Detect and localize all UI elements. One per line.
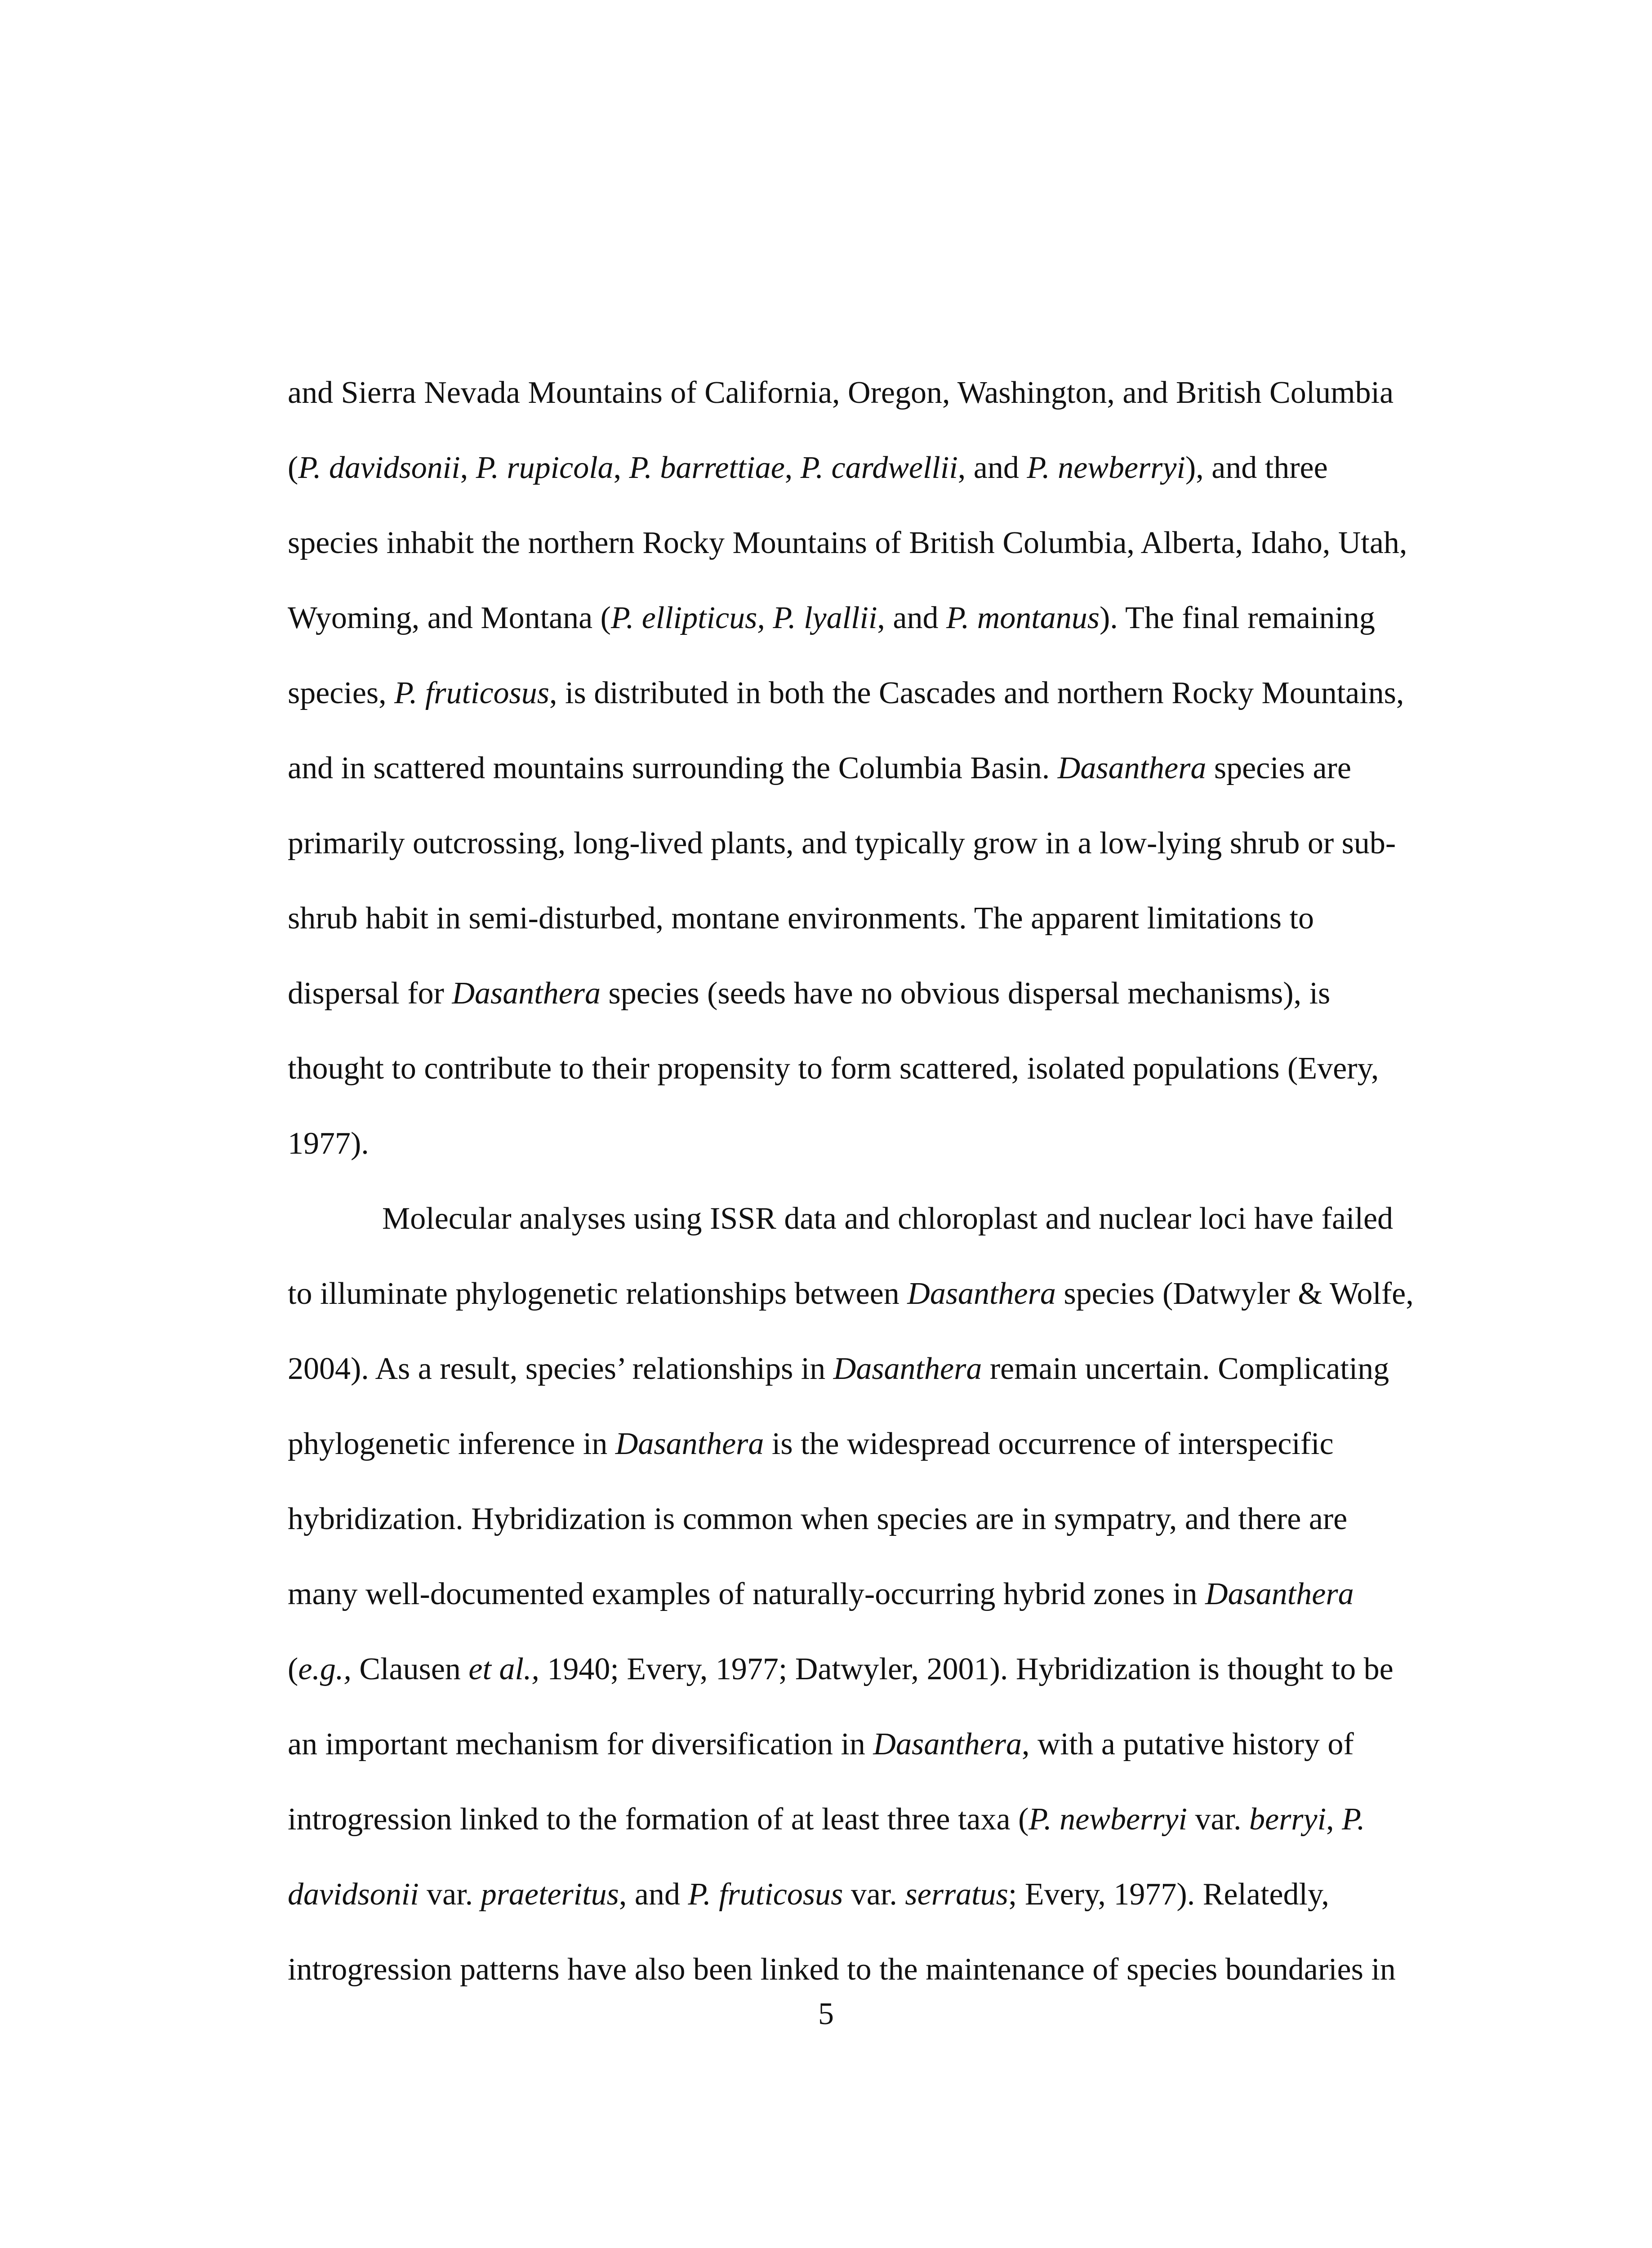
text-run: to illuminate phylogenetic relationships between [288, 1276, 908, 1311]
text-run: and in scattered mountains surrounding the Columbia Basin. [288, 751, 1058, 785]
text-run: introgression patterns have also been linked to the maintenance of species boundaries in [288, 1952, 1396, 1987]
text-run: , and [619, 1877, 688, 1912]
text-run: Molecular analyses using ISSR data and chloroplast and nuclear loci have failed [382, 1201, 1394, 1236]
text-line [288, 580, 1443, 656]
text-run: species (Datwyler & Wolfe, [1055, 1276, 1414, 1311]
text-run: species inhabit the northern Rocky Mountains of British Columbia, Alberta, Idaho, Utah, [288, 526, 1407, 560]
text-run: phylogenetic inference in [288, 1427, 615, 1461]
text-line [288, 1331, 1443, 1406]
text-run: 1977). [288, 1126, 369, 1161]
italic-text: Dasanthera [1205, 1577, 1354, 1611]
italic-text: P. fruticosus [688, 1877, 843, 1912]
text-run: an important mechanism for diversification in [288, 1727, 873, 1762]
italic-text: P. montanus [946, 601, 1100, 635]
text-line [288, 505, 1443, 580]
text-line [288, 881, 1443, 956]
text-run: , [1326, 1802, 1342, 1837]
text-line [288, 1632, 1443, 1707]
text-run: , [784, 450, 801, 485]
text-line [288, 656, 1443, 731]
text-line [288, 1256, 1443, 1331]
text-run: ), and three [1185, 450, 1328, 485]
text-line [288, 1481, 1443, 1557]
text-line [288, 1031, 1443, 1106]
text-run: , and [877, 601, 946, 635]
text-run: remain uncertain. Complicating [982, 1351, 1389, 1386]
text-run: species, [288, 676, 395, 710]
text-run: is the widespread occurrence of interspecific [764, 1427, 1334, 1461]
text-run: , and [957, 450, 1027, 485]
text-line [288, 1406, 1443, 1481]
text-run: many well-documented examples of naturally-occurring hybrid zones in [288, 1577, 1206, 1611]
italic-text: P. davidsonii [298, 450, 460, 485]
italic-text: Dasanthera [615, 1427, 764, 1461]
text-run: , [613, 450, 629, 485]
italic-text: et al., [468, 1652, 539, 1686]
text-run: ). The final remaining [1099, 601, 1375, 635]
text-run: thought to contribute to their propensity to form scattered, isolated populations (Every, [288, 1051, 1379, 1086]
text-run: ; Every, 1977). Relatedly, [1008, 1877, 1329, 1912]
italic-text: P. [1342, 1802, 1365, 1837]
italic-text: P. rupicola [476, 450, 614, 485]
text-run: ( [288, 450, 298, 485]
italic-text: berryi [1249, 1802, 1327, 1837]
text-line [288, 806, 1443, 881]
italic-text: P. fruticosus [394, 676, 550, 710]
text-run: and Sierra Nevada Mountains of California, Oregon, Washington, and British Columbia [288, 375, 1394, 410]
italic-text: Dasanthera [873, 1727, 1022, 1762]
italic-text: Dasanthera [907, 1276, 1056, 1311]
italic-text: davidsonii [288, 1877, 419, 1912]
text-line [288, 1707, 1443, 1782]
text-run: , is distributed in both the Cascades and northern Rocky Mountains, [549, 676, 1404, 710]
text-line [288, 430, 1443, 505]
text-run: hybridization. Hybridization is common when species are in sympatry, and there are [288, 1502, 1348, 1536]
text-run: , with a putative history of [1021, 1727, 1354, 1762]
text-run: dispersal for [288, 976, 452, 1011]
italic-text: P. cardwellii [800, 450, 958, 485]
text-run: species are [1206, 751, 1351, 785]
text-run: species (seeds have no obvious dispersal mechanisms), is [601, 976, 1331, 1011]
text-run: Clausen [351, 1652, 469, 1686]
text-run: primarily outcrossing, long-lived plants, and typically grow in a low-lying shrub or sub- [288, 826, 1396, 861]
text-run: var. [1187, 1802, 1249, 1837]
text-line [288, 1857, 1443, 1932]
text-run: introgression linked to the formation of at least three taxa ( [288, 1802, 1029, 1837]
text-line [288, 956, 1443, 1031]
text-line [288, 1782, 1443, 1857]
text-run: ( [288, 1652, 298, 1686]
italic-text: Dasanthera [833, 1351, 982, 1386]
italic-text: P. newberryi [1027, 450, 1185, 485]
italic-text: Dasanthera [452, 976, 601, 1011]
italic-text: P. ellipticus, P. lyallii [610, 601, 877, 635]
text-line [288, 1557, 1443, 1632]
text-line [288, 731, 1443, 806]
italic-text: e.g., [298, 1652, 352, 1686]
text-run: , [460, 450, 476, 485]
text-line [288, 1106, 1443, 1181]
text-run: var. [843, 1877, 905, 1912]
italic-text: P. barrettiae [629, 450, 785, 485]
italic-text: serratus [905, 1877, 1008, 1912]
italic-text: Dasanthera [1057, 751, 1207, 785]
italic-text: P. newberryi [1029, 1802, 1187, 1837]
text-run: 1940; Every, 1977; Datwyler, 2001). Hybridization is thought to be [539, 1652, 1394, 1686]
text-run: var. [419, 1877, 481, 1912]
text-line [288, 1181, 1443, 1256]
text-run: 2004). As a result, species’ relationships in [288, 1351, 833, 1386]
page-number: 5 [818, 1997, 834, 2031]
body-text [288, 355, 1443, 2007]
italic-text: praeteritus [481, 1877, 619, 1912]
text-run: shrub habit in semi-disturbed, montane environments. The apparent limitations to [288, 901, 1314, 936]
text-line [288, 355, 1443, 430]
text-run: Wyoming, and Montana ( [288, 601, 611, 635]
